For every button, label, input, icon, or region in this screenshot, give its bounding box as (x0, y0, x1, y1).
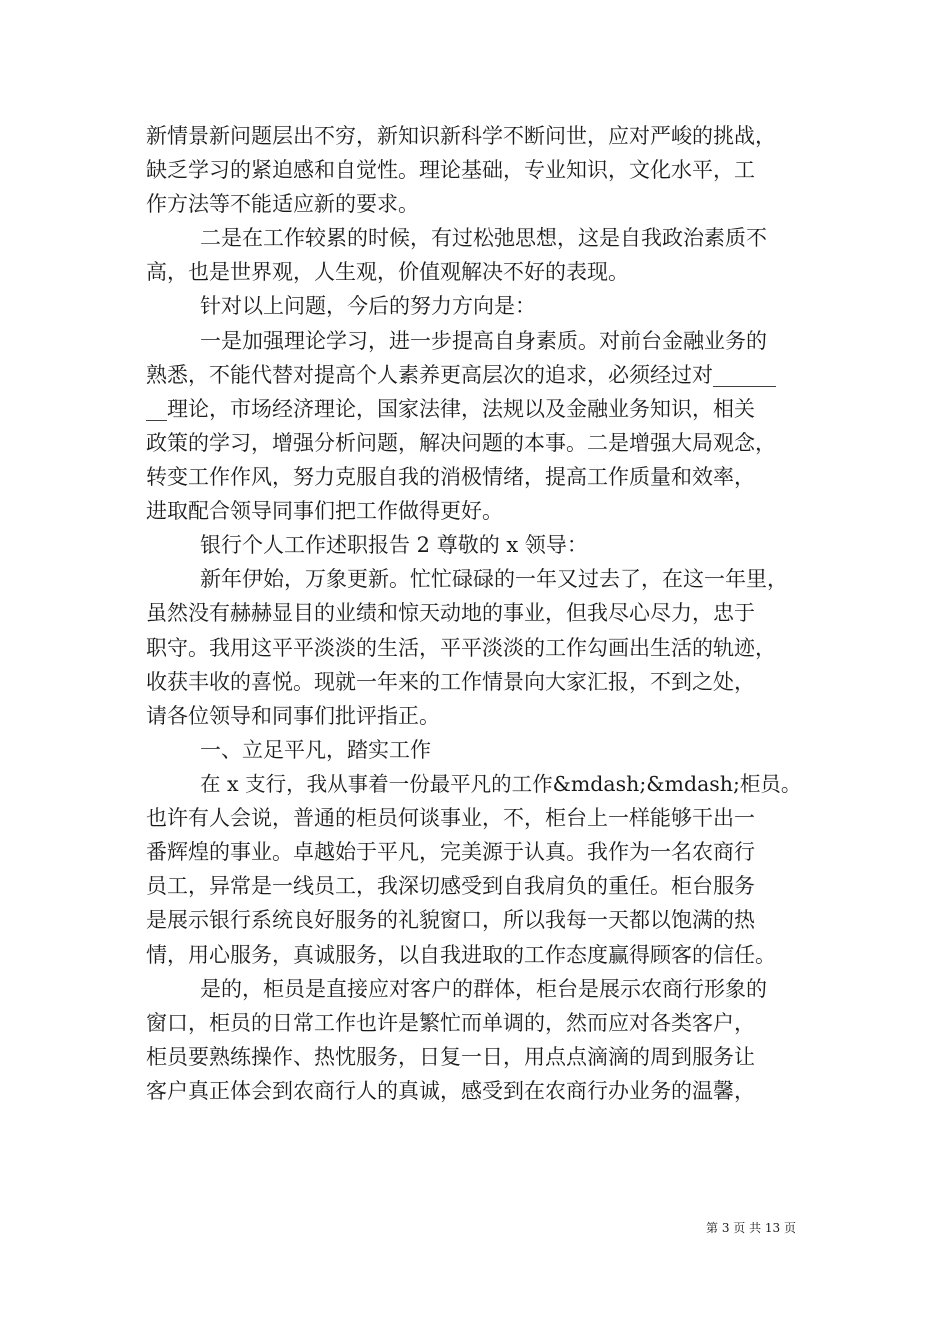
text-line: 政策的学习，增强分析问题，解决问题的本事。二是增强大局观念， (146, 431, 776, 455)
paragraph-start: 银行个人工作述职报告 2 尊敬的 x 领导： (200, 533, 588, 557)
text-line: 窗口，柜员的日常工作也许是繁忙而单调的，然而应对各类客户， (146, 1011, 755, 1035)
text-line: 请各位领导和同事们批评指正。 (146, 704, 440, 728)
text-line: 转变工作作风，努力克服自我的消极情绪，提高工作质量和效率， (146, 465, 755, 489)
text-line: __理论，市场经济理论，国家法律，法规以及金融业务知识，相关 (146, 397, 755, 421)
text-line: 也许有人会说，普通的柜员何谈事业，不，柜台上一样能够干出一 (146, 806, 755, 830)
paragraph-start: 针对以上问题，今后的努力方向是： (200, 294, 536, 318)
text-line: 熟悉，不能代替对提高个人素养更高层次的追求，必须经过对______ (146, 363, 776, 387)
text-line: 虽然没有赫赫显目的业绩和惊天动地的事业，但我尽心尽力，忠于 (146, 601, 755, 625)
text-line: 客户真正体会到农商行人的真诚，感受到在农商行办业务的温馨， (146, 1079, 755, 1103)
text-line: 情，用心服务，真诚服务，以自我进取的工作态度赢得顾客的信任。 (146, 943, 776, 967)
paragraph-start: 在 x 支行，我从事着一份最平凡的工作&mdash;&mdash;柜员。 (200, 772, 802, 796)
text-line: 作方法等不能适应新的要求。 (146, 192, 419, 216)
page-footer (0, 1216, 950, 1240)
text-line: 柜员要熟练操作、热忱服务，日复一日，用点点滴滴的周到服务让 (146, 1045, 755, 1069)
paragraph-start: 二是在工作较累的时候，有过松弛思想，这是自我政治素质不 (200, 226, 767, 250)
text-line: 收获丰收的喜悦。现就一年来的工作情景向大家汇报，不到之处， (146, 670, 755, 694)
paragraph-start: 是的，柜员是直接应对客户的群体，柜台是展示农商行形象的 (200, 977, 767, 1001)
text-line: 番辉煌的事业。卓越始于平凡，完美源于认真。我作为一名农商行 (146, 840, 755, 864)
page-number: 第 3 页 共 13 页 (706, 1221, 796, 1235)
text-line: 员工，异常是一线员工，我深切感受到自我肩负的重任。柜台服务 (146, 874, 755, 898)
text-line: 高，也是世界观，人生观，价值观解决不好的表现。 (146, 260, 629, 284)
text-line: 进取配合领导同事们把工作做得更好。 (146, 499, 503, 523)
paragraph-start: 新年伊始，万象更新。忙忙碌碌的一年又过去了，在这一年里， (200, 567, 788, 591)
text-line: 职守。我用这平平淡淡的生活，平平淡淡的工作勾画出生活的轨迹， (146, 636, 776, 660)
text-line: 缺乏学习的紧迫感和自觉性。理论基础，专业知识，文化水平，工 (146, 158, 755, 182)
paragraph-start: 一是加强理论学习，进一步提高自身素质。对前台金融业务的 (200, 329, 767, 353)
text-line: 新情景新问题层出不穷，新知识新科学不断问世，应对严峻的挑战， (146, 124, 776, 148)
section-heading: 一、立足平凡，踏实工作 (200, 738, 431, 762)
text-line: 是展示银行系统良好服务的礼貌窗口，所以我每一天都以饱满的热 (146, 908, 755, 932)
